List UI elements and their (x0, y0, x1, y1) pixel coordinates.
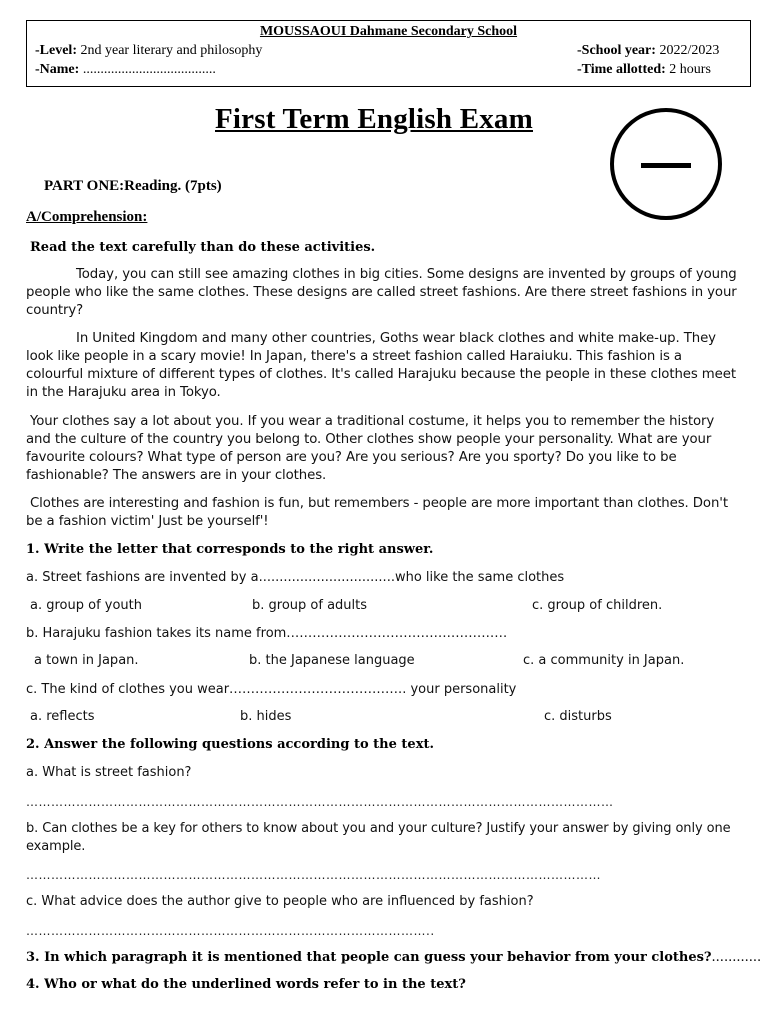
q1c-option-a: a. reflects (30, 709, 95, 724)
q1c-stem: c. The kind of clothes you wear………………………………….. your personality (26, 682, 517, 697)
section-a-heading: A/Comprehension: (26, 209, 148, 225)
question-4-heading: 4. Who or what do the underlined words refer to in the text? (26, 977, 466, 992)
q1c-option-c: c. disturbs (544, 709, 612, 724)
header-box (26, 20, 751, 87)
time-value: 2 hours (669, 62, 711, 77)
q2a-text: a. What is street fashion? (26, 765, 192, 780)
name-value: ...................................... (82, 62, 216, 77)
q1a-option-c: c. group of children. (532, 598, 663, 613)
question-2-heading: 2. Answer the following questions according to the text. (26, 737, 434, 752)
q2b-text: b. Can clothes be a key for others to know about you and your culture? Justify your answer by giving only one example. (26, 821, 731, 854)
grade-circle (610, 108, 722, 220)
q1a-stem: a. Street fashions are invented by a.................................who like the same clothes (26, 570, 565, 585)
level-line (35, 43, 262, 59)
exam-title: First Term English Exam (215, 103, 533, 135)
q1b-option-a: a town in Japan. (34, 653, 139, 668)
grade-dash (641, 163, 691, 168)
q2b-answer-line: ………………………………………………………………………………………………………………………… (26, 868, 601, 882)
school-year-value: 2022/2023 (659, 43, 720, 58)
reading-instruction: Read the text carefully than do these activities. (30, 240, 376, 255)
school-name: MOUSSAOUI Dahmane Secondary School (259, 24, 518, 39)
paragraph-3: Your clothes say a lot about you. If you wear a traditional costume, it helps you to remember the history and the culture of the country you belong to. Other clothes show people your personality. What are your favourite colours? What type of person are you? Are you serious? Are you sporty? Do you like to be fashionable? The answers are in your clothes. (26, 414, 715, 483)
q2c-text: c. What advice does the author give to people who are influenced by fashion? (26, 894, 534, 909)
question-3-dots: ............ (711, 950, 762, 965)
q1c-option-b: b. hides (240, 709, 292, 724)
question-3-heading (26, 950, 761, 965)
level-value: 2nd year literary and philosophy (80, 43, 263, 58)
school-year-line (577, 43, 719, 59)
name-label: -Name: (35, 62, 80, 77)
q2a-answer-line: …………………………………………………………………………………………………………………………… (26, 795, 614, 809)
level-label: -Level: (35, 43, 77, 58)
q2c-answer-line: …………………………………………………………………………………….. (26, 924, 435, 938)
question-1-heading: 1. Write the letter that corresponds to the right answer. (26, 542, 434, 557)
q1a-option-a: a. group of youth (30, 598, 143, 613)
q1b-option-b: b. the Japanese language (249, 653, 415, 668)
q1a-option-b: b. group of adults (252, 598, 368, 613)
paragraph-1: Today, you can still see amazing clothes in big cities. Some designs are invented by groups of young people who like the same clothes. These designs are called street fashions. Are there street fashions in your country? (26, 267, 737, 318)
name-line (35, 62, 216, 78)
time-line (577, 62, 711, 78)
q1b-option-c: c. a community in Japan. (523, 653, 685, 668)
part-one-heading: PART ONE:Reading. (7pts) (44, 178, 222, 194)
q1b-stem: b. Harajuku fashion takes its name from…………………………………………… (26, 626, 508, 641)
time-label: -Time allotted: (577, 62, 666, 77)
question-3-text: 3. In which paragraph it is mentioned that people can guess your behavior from your clothes? (26, 950, 712, 965)
paragraph-2: In United Kingdom and many other countries, Goths wear black clothes and white make-up. They look like people in a scary movie! In Japan, there's a street fashion called Haraiuku. This fashion is a colourful mixture of different types of clothes. It's called Harajuku because the people in these clothes meet in the Harajuku area in Tokyo. (26, 331, 736, 400)
paragraph-4: Clothes are interesting and fashion is fun, but remembers - people are more important than clothes. Don't be a fashion victim' Just be yourself'! (26, 496, 728, 529)
school-year-label: -School year: (577, 43, 656, 58)
